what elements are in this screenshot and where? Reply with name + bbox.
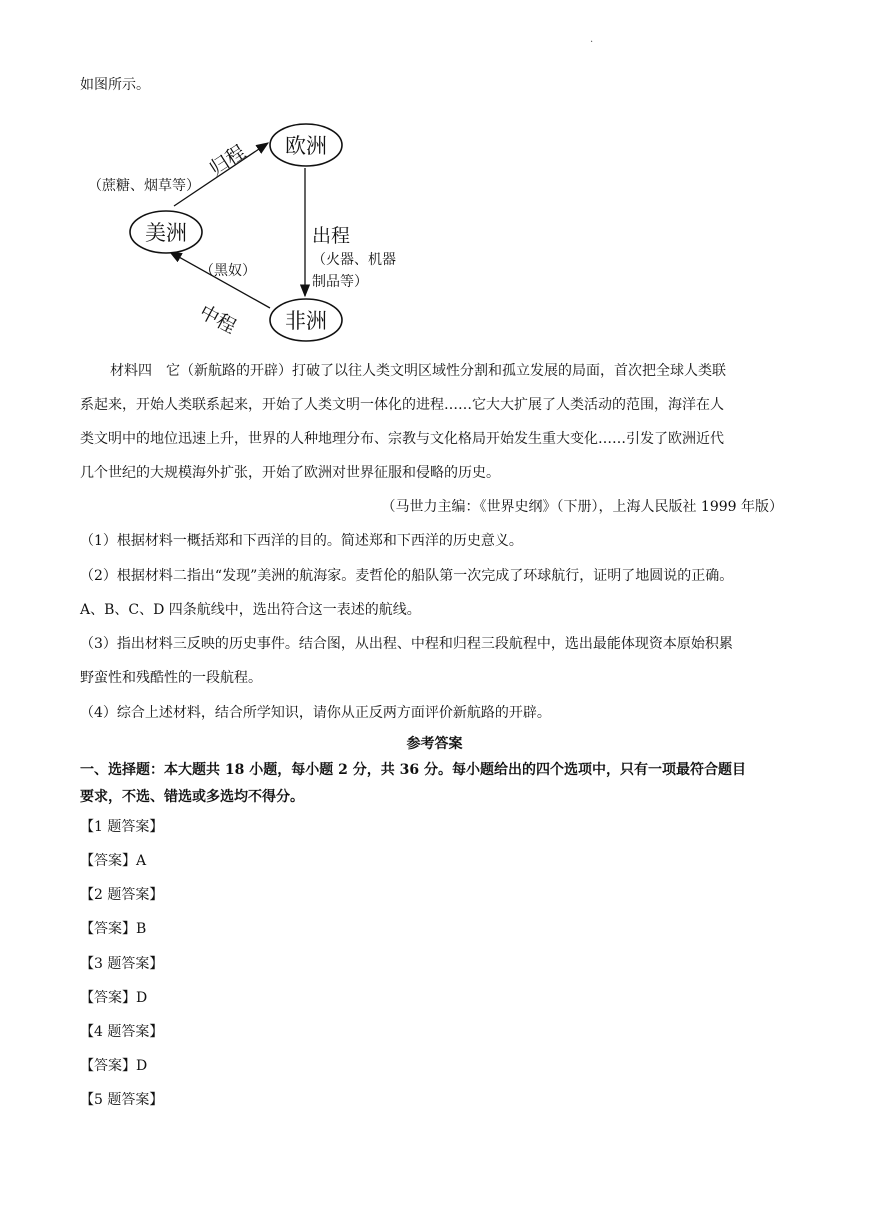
answer-item: 【答案】B bbox=[80, 921, 147, 937]
material4-line: 类文明中的地位迅速上升，世界的人种地理分布、宗教与文化格局开始发生重大变化……引发了欧洲近代 bbox=[80, 431, 724, 447]
question-3-cont: 野蛮性和残酷性的一段航程。 bbox=[80, 670, 262, 686]
africa-label: 非洲 bbox=[285, 309, 327, 333]
answer-item: 【2 题答案】 bbox=[80, 887, 164, 903]
europe-node bbox=[270, 124, 342, 166]
material4-line: 几个世纪的大规模海外扩张，开始了欧洲对世界征服和侵略的历史。 bbox=[80, 465, 500, 481]
middle-route-label: 中程 bbox=[195, 300, 240, 339]
outbound-goods-line1: （火器、机器 bbox=[312, 252, 396, 268]
material4-line: 系起来，开始人类联系起来，开始了人类文明一体化的进程……它大大扩展了人类活动的范围，海洋在人 bbox=[80, 397, 724, 413]
answer-item: 【答案】A bbox=[80, 853, 147, 869]
question-3: （3）指出材料三反映的历史事件。结合图，从出程、中程和归程三段航程中，选出最能体现资本原始积累 bbox=[80, 636, 733, 652]
section-heading-cont: 要求，不选、错选或多选均不得分。 bbox=[80, 789, 304, 805]
section-heading: 一、选择题：本大题共 18 小题，每小题 2 分，共 36 分。每小题给出的四个选项中，只有一项最符合题目 bbox=[80, 762, 746, 778]
triangular-trade-diagram bbox=[80, 118, 440, 350]
question-2-cont: A、B、C、D 四条航线中，选出符合这一表述的航线。 bbox=[80, 602, 421, 618]
middle-arrow bbox=[170, 252, 270, 308]
africa-node bbox=[270, 299, 342, 341]
outbound-goods-line2: 制品等） bbox=[312, 274, 368, 290]
answers-title: 参考答案 bbox=[406, 736, 463, 752]
answer-item: 【答案】D bbox=[80, 990, 148, 1006]
answer-item: 【3 题答案】 bbox=[80, 956, 164, 972]
material4-source: （马世力主编：《世界史纲》（下册），上海人民版社 1999 年版） bbox=[381, 499, 783, 515]
europe-label: 欧洲 bbox=[285, 134, 327, 158]
question-2: （2）根据材料二指出“发现”美洲的航海家。麦哲伦的船队第一次完成了环球航行，证明了地圆说的正确。 bbox=[80, 568, 734, 584]
america-label: 美洲 bbox=[145, 221, 187, 245]
return-goods-label: （蔗糖、烟草等） bbox=[88, 178, 200, 194]
outbound-route-label: 出程 bbox=[312, 225, 351, 247]
return-route-label: 归程 bbox=[205, 141, 250, 181]
material4-line: 材料四 它（新航路的开辟）打破了以往人类文明区域性分割和孤立发展的局面，首次把全球人类联 bbox=[110, 363, 726, 379]
header-mark: . bbox=[590, 34, 594, 45]
answer-item: 【1 题答案】 bbox=[80, 819, 164, 835]
answer-item: 【答案】D bbox=[80, 1058, 148, 1074]
middle-goods-label: （黑奴） bbox=[200, 263, 256, 279]
answer-item: 【4 题答案】 bbox=[80, 1024, 164, 1040]
intro-text: 如图所示。 bbox=[80, 77, 150, 93]
question-4: （4）综合上述材料，结合所学知识，请你从正反两方面评价新航路的开辟。 bbox=[80, 705, 551, 721]
answer-item: 【5 题答案】 bbox=[80, 1092, 164, 1108]
america-node bbox=[130, 211, 202, 253]
question-1: （1）根据材料一概括郑和下西洋的目的。简述郑和下西洋的历史意义。 bbox=[80, 533, 523, 549]
